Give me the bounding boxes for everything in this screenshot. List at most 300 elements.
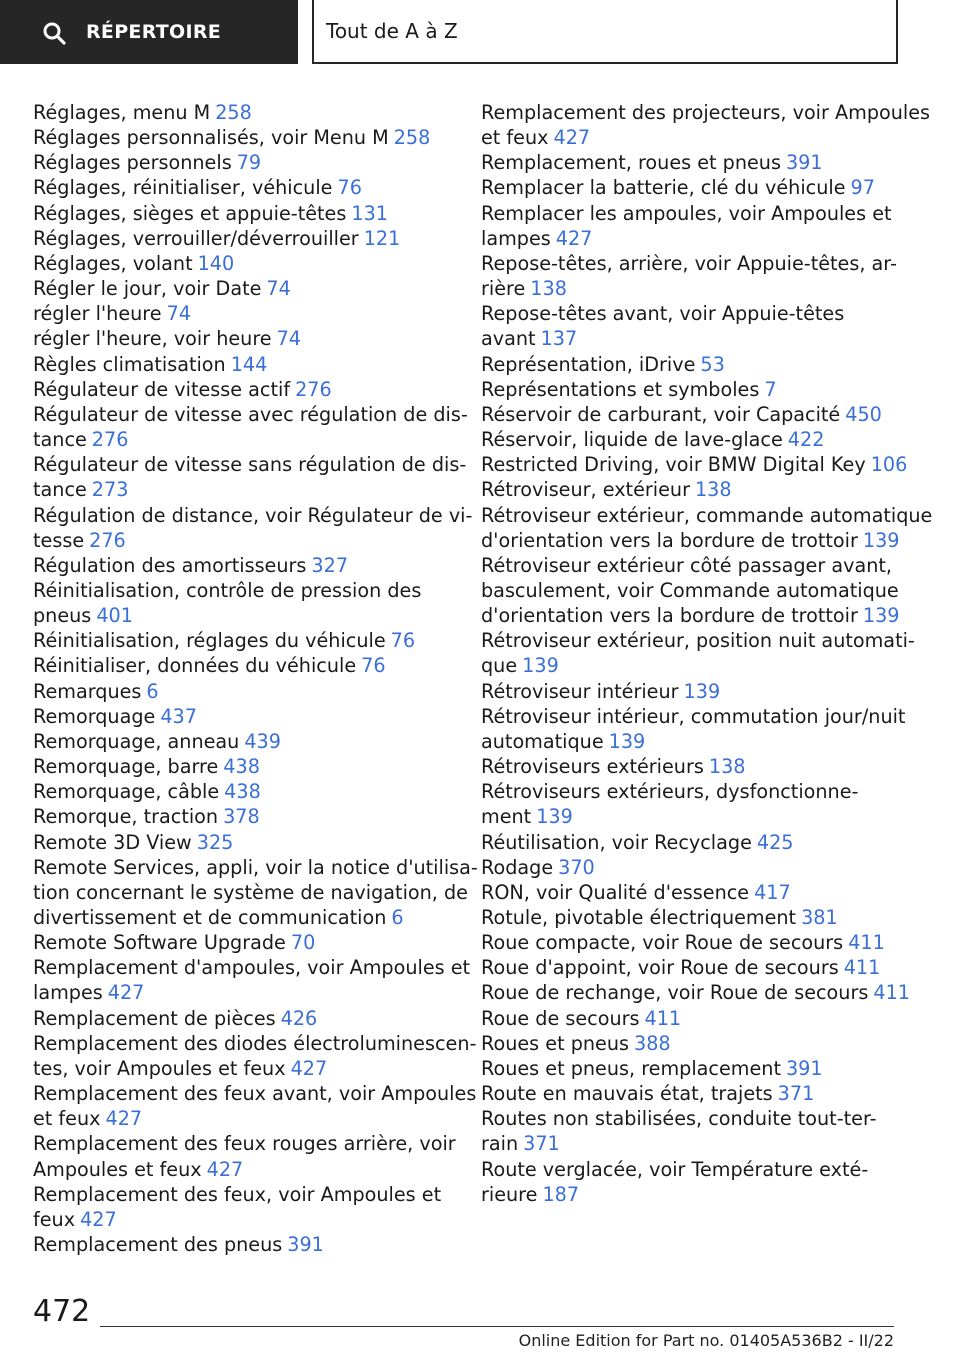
index-entry-label: tance: [33, 428, 87, 452]
index-entry: [481, 905, 901, 930]
page-link[interactable]: 422: [787, 428, 825, 452]
header-tabs: [0, 0, 960, 66]
index-entry-text: [481, 779, 901, 804]
index-entry: [33, 1182, 443, 1232]
index-entry-label: Repose-têtes avant, voir Appuie-têtes: [481, 302, 845, 326]
page-link[interactable]: 7: [764, 377, 777, 401]
page-link[interactable]: 425: [756, 830, 794, 854]
index-entry-text: [481, 880, 901, 905]
index-entry-label: Réglages, réinitialiser, véhicule: [33, 176, 333, 200]
index-entry: [33, 830, 443, 855]
index-entry-text: [481, 1106, 901, 1131]
index-entry: [33, 578, 443, 628]
index-entry-label: Remplacement de pièces: [33, 1006, 276, 1030]
index-entry: [33, 125, 443, 150]
index-entry-text: [33, 100, 443, 125]
index-entry-text: [33, 855, 478, 880]
index-entry-text: [481, 980, 910, 1005]
index-entry-text: [481, 1157, 901, 1182]
page-link[interactable]: 438: [223, 755, 260, 779]
index-entry: [481, 980, 910, 1005]
index-entry-label: Rétroviseur extérieur, commande automatique: [481, 503, 933, 527]
index-entry-label: Remote Software Upgrade: [33, 931, 286, 955]
index-entry: [33, 402, 468, 452]
index-entry-label: Réinitialiser, données du véhicule: [33, 654, 357, 678]
index-entry-label: que: [481, 654, 518, 678]
index-entry-text: [33, 1006, 443, 1031]
page-link[interactable]: 371: [523, 1132, 560, 1156]
page-link[interactable]: 258: [215, 101, 252, 124]
index-entry: [33, 352, 443, 377]
index-entry-label: Repose-têtes, arrière, voir Appuie-têtes, ar-: [481, 251, 897, 275]
index-entry-text: [481, 955, 901, 980]
index-entry-text: [481, 930, 901, 955]
index-entry-label: d'orientation vers la bordure de trottoir: [481, 528, 858, 552]
index-entry-text: [33, 528, 443, 553]
page-link[interactable]: 371: [777, 1082, 815, 1106]
index-entry-label: pneus: [33, 604, 92, 628]
tab-index-label: RÉPERTOIRE: [86, 21, 222, 43]
index-entry-label: Régulateur de vitesse avec régulation de dis-: [33, 402, 468, 426]
index-entry-text: [33, 503, 473, 528]
page-link[interactable]: 6: [146, 679, 159, 703]
page-link[interactable]: 74: [276, 327, 302, 351]
footer-divider: [100, 1326, 894, 1327]
index-entry-text: [481, 830, 901, 855]
page-number: 472: [33, 1294, 91, 1329]
tab-az[interactable]: [312, 0, 898, 64]
index-entry: [33, 804, 443, 829]
page-link[interactable]: 437: [160, 704, 197, 728]
index-entry-label: tion concernant le système de navigation, de: [33, 880, 468, 904]
index-entry: [33, 503, 473, 553]
index-entry: [481, 704, 906, 754]
index-entry-label: ment: [481, 805, 532, 829]
page-link[interactable]: 139: [522, 654, 559, 678]
page-link[interactable]: 325: [196, 830, 234, 854]
index-column-left: [33, 100, 478, 1257]
index-entry-label: Régulation des amortisseurs: [33, 553, 307, 577]
index-entry-label: Remplacement des feux avant, voir Ampoules: [33, 1082, 477, 1106]
index-entry-label: Roue d'appoint, voir Roue de secours: [481, 956, 839, 980]
index-entry-text: [481, 301, 901, 326]
index-entry-text: [33, 930, 443, 955]
index-entry-label: Remplacement des projecteurs, voir Ampoules: [481, 101, 931, 124]
page-link[interactable]: 391: [287, 1233, 324, 1257]
index-entry-text: [33, 201, 443, 226]
index-entry-text: [481, 226, 901, 251]
index-entry-text: [33, 553, 443, 578]
index-entry-text: [33, 226, 443, 251]
index-entry-text: [481, 477, 901, 502]
index-entry-text: [33, 175, 443, 200]
index-entry-label: rière: [481, 277, 526, 301]
index-entry-text: [33, 125, 443, 150]
index-entry-text: [33, 377, 443, 402]
index-entry: [481, 880, 901, 905]
index-entry-label: basculement, voir Commande automatique: [481, 578, 899, 602]
index-entry-text: [481, 1081, 901, 1106]
index-entry-text: [33, 779, 443, 804]
index-entry-text: [481, 427, 901, 452]
index-entry: [481, 855, 901, 880]
index-entry-label: Remplacer la batterie, clé du véhicule: [481, 176, 846, 200]
index-entry: [33, 276, 443, 301]
index-entry: [481, 251, 901, 301]
page-link[interactable]: 144: [230, 352, 268, 376]
index-entry-label: Réinitialisation, contrôle de pression des: [33, 578, 422, 602]
index-entry-text: [33, 628, 443, 653]
page-link[interactable]: 97: [850, 176, 875, 200]
index-entry-text: [33, 276, 443, 301]
index-entry: [33, 150, 443, 175]
index-entry-text: [481, 251, 901, 276]
page-link[interactable]: 417: [754, 880, 791, 904]
page-link[interactable]: 138: [694, 478, 732, 502]
index-entry-label: divertissement et de communication: [33, 906, 387, 929]
index-entry-label: Remote Services, appli, voir la notice d'utilisa-: [33, 855, 478, 879]
index-entry-label: Remplacement des feux, voir Ampoules et: [33, 1182, 442, 1206]
index-entry-text: [481, 704, 906, 729]
index-entry: [33, 955, 471, 1005]
index-entry-text: [481, 276, 901, 301]
index-entry-text: [481, 804, 901, 829]
index-entry: [33, 1232, 443, 1257]
index-entry-label: lampes: [33, 981, 103, 1005]
page-link[interactable]: 381: [801, 906, 838, 929]
index-entry: [481, 150, 901, 175]
index-entry-text: [33, 603, 443, 628]
index-entry: [33, 301, 443, 326]
page-link[interactable]: 427: [107, 981, 145, 1005]
index-entry-text: [33, 1157, 443, 1182]
index-entry: [481, 377, 901, 402]
index-entry-text: [481, 553, 901, 578]
page-link[interactable]: 6: [391, 906, 404, 929]
index-entry-label: Représentation, iDrive: [481, 352, 696, 376]
index-entry-text: [33, 477, 443, 502]
index-entry-label: rain: [481, 1132, 519, 1156]
index-entry: [481, 100, 931, 150]
page-link[interactable]: 391: [785, 151, 823, 175]
index-entry-label: Routes non stabilisées, conduite tout-ter-: [481, 1107, 877, 1131]
index-entry: [33, 553, 443, 578]
index-entry-label: Rétroviseur intérieur: [481, 679, 679, 703]
page-link[interactable]: 378: [223, 805, 260, 829]
index-entry-label: Régulateur de vitesse sans régulation de dis-: [33, 453, 467, 477]
page-link[interactable]: 276: [295, 377, 332, 401]
page-link[interactable]: 139: [683, 679, 721, 703]
page-link[interactable]: 426: [280, 1006, 318, 1030]
page-link[interactable]: 427: [553, 126, 591, 150]
index-entry: [481, 553, 901, 628]
index-entry: [481, 1081, 901, 1106]
index-entry-text: [481, 377, 901, 402]
index-entry-text: [481, 528, 901, 553]
index-entry-text: [33, 352, 443, 377]
index-entry-label: Remplacement, roues et pneus: [481, 151, 781, 175]
index-entry-label: Route verglacée, voir Température exté-: [481, 1157, 869, 1181]
index-entry-text: [33, 830, 443, 855]
page-link[interactable]: 74: [266, 277, 291, 301]
page-link[interactable]: 276: [89, 528, 126, 552]
index-entry: [481, 955, 901, 980]
tab-az-label: Tout de A à Z: [326, 19, 458, 43]
index-entry: [481, 503, 933, 553]
index-entry-text: [33, 905, 443, 930]
index-entry-label: avant: [481, 327, 536, 351]
index-entry: [33, 201, 443, 226]
index-entry-label: Rétroviseur extérieur côté passager avant,: [481, 553, 892, 577]
index-entry: [481, 402, 901, 427]
index-entry-label: Remplacer les ampoules, voir Ampoules et: [481, 201, 892, 225]
index-entry-text: [481, 1056, 901, 1081]
page-link[interactable]: 53: [700, 352, 725, 376]
index-entry-label: Réglages, menu M: [33, 101, 211, 124]
page-link[interactable]: 273: [91, 478, 129, 502]
page-link[interactable]: 140: [197, 251, 235, 275]
index-entry: [33, 679, 443, 704]
index-entry-label: feux: [33, 1207, 76, 1231]
index-entry-text: [33, 804, 443, 829]
index-entry-text: [481, 125, 901, 150]
index-entry: [33, 628, 443, 653]
index-entry-label: Réglages, verrouiller/déverrouiller: [33, 226, 359, 250]
index-entry-label: Remplacement des feux rouges arrière, voir: [33, 1132, 456, 1156]
index-entry-text: [33, 1131, 456, 1156]
index-entry-label: tance: [33, 478, 87, 502]
index-entry-text: [33, 150, 443, 175]
index-entry-label: Rotule, pivotable électriquement: [481, 906, 797, 929]
index-entry-label: Rétroviseurs extérieurs, dysfonctionne-: [481, 780, 859, 804]
page-link[interactable]: 106: [870, 453, 908, 477]
page-link[interactable]: 76: [361, 654, 386, 678]
index-entry-text: [33, 578, 443, 603]
page-link[interactable]: 438: [224, 780, 261, 804]
index-entry: [33, 930, 443, 955]
index-entry-text: [481, 452, 908, 477]
index-entry-text: [481, 729, 901, 754]
index-entry-text: [481, 855, 901, 880]
page-link[interactable]: 327: [311, 553, 349, 577]
index-entry-label: Réutilisation, voir Recyclage: [481, 830, 752, 854]
index-entry: [481, 452, 908, 477]
page-link[interactable]: 411: [644, 1006, 682, 1030]
page-link[interactable]: 427: [80, 1207, 117, 1231]
page-link[interactable]: 74: [166, 302, 192, 326]
index-entry-label: tes, voir Ampoules et feux: [33, 1056, 286, 1080]
index-entry-label: Restricted Driving, voir BMW Digital Key: [481, 453, 866, 477]
index-entry-label: Régler le jour, voir Date: [33, 277, 262, 301]
page-link[interactable]: 187: [542, 1182, 580, 1206]
index-entry-label: Remplacement d'ampoules, voir Ampoules et: [33, 956, 471, 980]
index-entry-label: Ampoules et feux: [33, 1157, 202, 1181]
index-entry-label: Remorquage, barre: [33, 755, 219, 779]
index-entry: [481, 301, 901, 351]
page-link[interactable]: 121: [363, 226, 401, 250]
index-entry: [481, 477, 901, 502]
index-entry-label: Remplacement des diodes électroluminescen-: [33, 1031, 477, 1055]
index-entry-label: Réservoir de carburant, voir Capacité: [481, 402, 841, 426]
page-link[interactable]: 131: [351, 201, 388, 225]
index-entry-text: [33, 1207, 443, 1232]
page-link[interactable]: 139: [862, 604, 900, 628]
page-link[interactable]: 439: [244, 729, 281, 753]
index-entry: [33, 100, 443, 125]
index-entry-text: [33, 704, 443, 729]
index-entry-text: [481, 100, 931, 125]
index-entry-text: [33, 955, 471, 980]
index-entry-label: Rétroviseur intérieur, commutation jour/nuit: [481, 704, 906, 728]
index-entry-text: [33, 1031, 477, 1056]
index-entry: [33, 704, 443, 729]
index-entry-text: [481, 352, 901, 377]
index-entry-text: [481, 1182, 901, 1207]
index-entry-text: [481, 754, 901, 779]
index-entry: [481, 930, 901, 955]
index-entry: [481, 175, 901, 200]
index-entry-label: Remorque, traction: [33, 805, 219, 829]
index-entry-label: Rétroviseur, extérieur: [481, 478, 690, 502]
index-entry-label: lampes: [481, 226, 551, 250]
index-entry-text: [481, 503, 933, 528]
page-link[interactable]: 388: [634, 1031, 671, 1055]
page-link[interactable]: 138: [708, 755, 746, 779]
index-entry: [481, 628, 915, 678]
page-link[interactable]: 258: [393, 126, 431, 150]
page-link[interactable]: 137: [540, 327, 578, 351]
index-entry-text: [33, 980, 443, 1005]
index-entry-label: RON, voir Qualité d'essence: [481, 880, 750, 904]
index-entry-label: Représentations et symboles: [481, 377, 760, 401]
index-entry-label: et feux: [33, 1107, 101, 1131]
page-link[interactable]: 427: [206, 1157, 244, 1181]
index-entry: [481, 754, 901, 779]
index-entry: [33, 452, 467, 502]
index-entry: [481, 427, 901, 452]
index-entry-text: [33, 427, 443, 452]
index-entry-text: [33, 402, 468, 427]
index-entry-text: [33, 1106, 443, 1131]
page-link[interactable]: 79: [236, 151, 262, 175]
index-entry-label: rieure: [481, 1182, 538, 1206]
index-entry-text: [481, 679, 901, 704]
index-entry-label: Roues et pneus, remplacement: [481, 1056, 781, 1080]
index-entry-label: régler l'heure: [33, 302, 162, 326]
index-entry: [33, 1031, 477, 1081]
index-entry-label: Réinitialisation, réglages du véhicule: [33, 629, 386, 653]
page-link[interactable]: 411: [873, 981, 910, 1005]
index-entry-label: Remplacement des pneus: [33, 1233, 283, 1257]
index-entry-label: Remorquage, anneau: [33, 729, 240, 753]
page-link[interactable]: 276: [91, 428, 129, 452]
page-link[interactable]: 411: [848, 931, 885, 955]
index-entry-label: Réservoir, liquide de lave-glace: [481, 428, 783, 452]
index-entry-label: Roue compacte, voir Roue de secours: [481, 931, 844, 955]
index-entry-text: [33, 301, 443, 326]
page-link[interactable]: 427: [105, 1107, 143, 1131]
index-entry-label: Réglages, sièges et appuie-têtes: [33, 201, 347, 225]
index-entry-label: Réglages personnels: [33, 151, 232, 175]
index-entry-text: [481, 578, 901, 603]
index-entry-label: Roue de rechange, voir Roue de secours: [481, 981, 869, 1005]
index-entry-text: [33, 1232, 443, 1257]
tab-index[interactable]: [0, 0, 298, 64]
page-link[interactable]: 427: [555, 226, 593, 250]
index-entry: [33, 779, 443, 804]
index-entry: [33, 855, 478, 930]
index-entry-label: Réglages, volant: [33, 251, 193, 275]
index-entry-text: [33, 1056, 443, 1081]
index-entry-text: [481, 653, 901, 678]
index-entry: [481, 201, 901, 251]
page-link[interactable]: 138: [530, 277, 567, 301]
index-entry: [33, 1081, 477, 1131]
index-entry-text: [33, 679, 443, 704]
index-entry-text: [481, 628, 915, 653]
page-link[interactable]: 139: [862, 528, 900, 552]
index-entry: [33, 226, 443, 251]
page-link[interactable]: 70: [290, 931, 316, 955]
index-entry-label: et feux: [481, 126, 549, 150]
page-link[interactable]: 370: [558, 855, 595, 879]
index-entry-text: [481, 603, 901, 628]
index-entry-label: automatique: [481, 729, 604, 753]
index-entry: [33, 175, 443, 200]
page-link[interactable]: 401: [96, 604, 133, 628]
index-entry: [33, 653, 443, 678]
index-entry-text: [33, 452, 467, 477]
index-entry: [481, 1006, 901, 1031]
index-entry-text: [33, 1182, 443, 1207]
page-link[interactable]: 391: [785, 1056, 823, 1080]
index-entry-label: Régulation de distance, voir Régulateur de vi-: [33, 503, 473, 527]
page-link[interactable]: 76: [337, 176, 362, 200]
index-entry: [481, 352, 901, 377]
index-entry-text: [481, 1031, 901, 1056]
index-column-right: [481, 100, 933, 1207]
page-link[interactable]: 450: [845, 402, 882, 426]
index-entry: [481, 830, 901, 855]
index-entry-text: [33, 1081, 477, 1106]
index-entry-label: Rodage: [481, 855, 554, 879]
search-icon: [42, 21, 66, 45]
index-entry: [481, 1031, 901, 1056]
index-entry-text: [33, 653, 443, 678]
index-entry: [33, 377, 443, 402]
index-entry-text: [33, 754, 443, 779]
index-entry: [33, 326, 443, 351]
index-entry-label: Roues et pneus: [481, 1031, 629, 1055]
index-entry-label: Règles climatisation: [33, 352, 226, 376]
index-entry-label: Réglages personnalisés, voir Menu M: [33, 126, 389, 150]
page-link[interactable]: 411: [843, 956, 881, 980]
index-entry: [481, 1056, 901, 1081]
index-entry-label: Remorquage, câble: [33, 780, 220, 804]
page-link[interactable]: 139: [536, 805, 573, 829]
index-entry-label: régler l'heure, voir heure: [33, 327, 272, 351]
index-entry-text: [481, 905, 901, 930]
index-entry-label: d'orientation vers la bordure de trottoir: [481, 604, 858, 628]
index-entry-text: [33, 251, 443, 276]
page-link[interactable]: 139: [608, 729, 646, 753]
index-entry-text: [481, 175, 901, 200]
index-entry: [33, 754, 443, 779]
page-link[interactable]: 76: [390, 629, 416, 653]
index-entry-text: [481, 402, 901, 427]
page-link[interactable]: 427: [290, 1056, 328, 1080]
index-entry-text: [481, 1131, 901, 1156]
